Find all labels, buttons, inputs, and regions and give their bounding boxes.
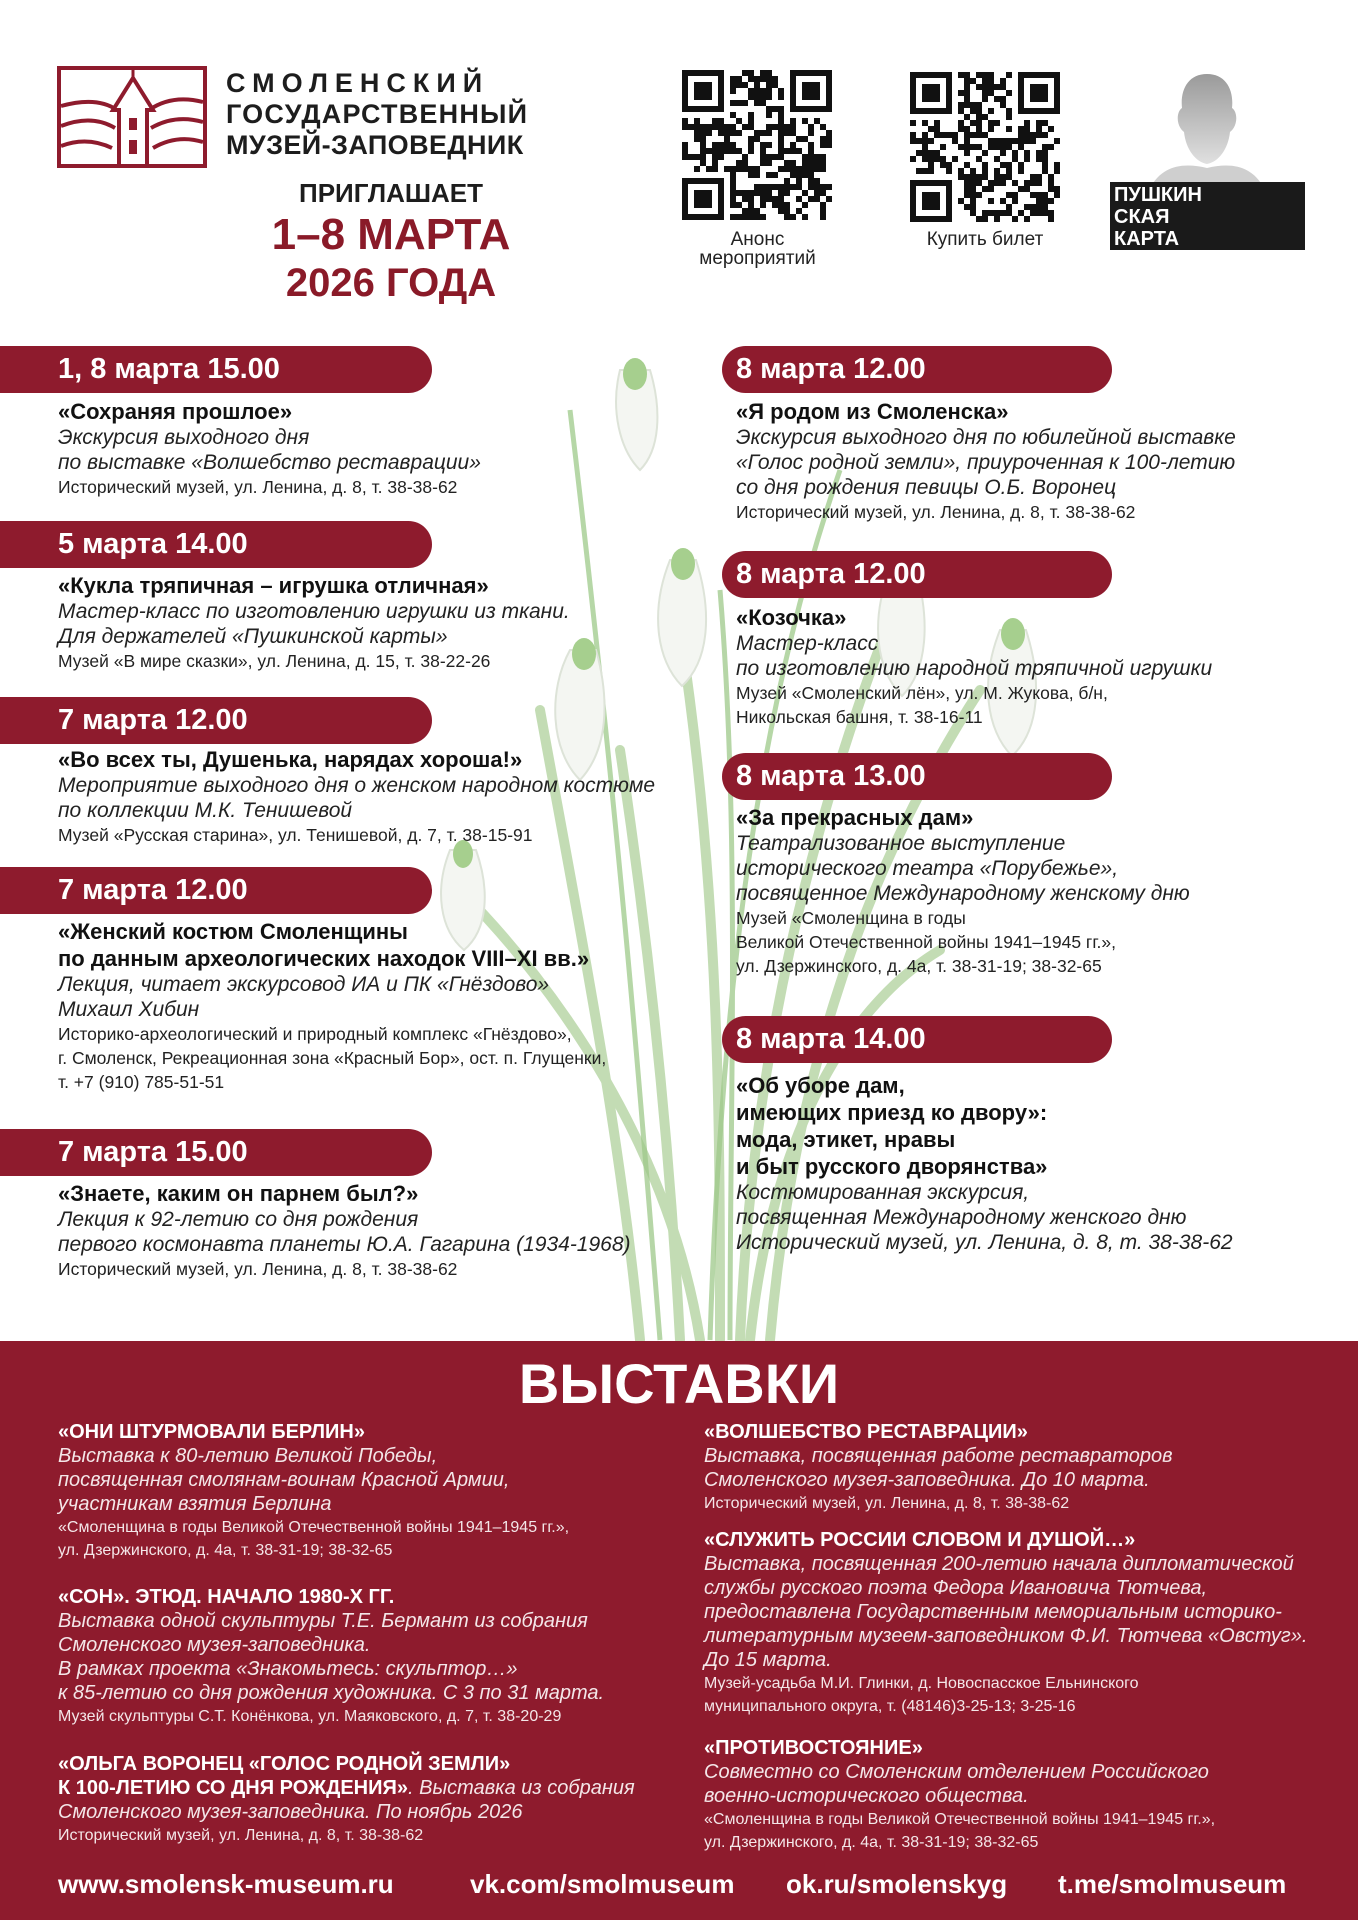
event-desc: Лекция к 92-летию со дня рождения bbox=[58, 1208, 419, 1231]
exhibition-item bbox=[58, 1585, 698, 1728]
event-item bbox=[736, 1072, 1336, 1255]
event-desc: Исторический музей, ул. Ленина, д. 8, т. 38-38-62 bbox=[736, 1231, 1233, 1254]
pushkin-card-logo bbox=[1110, 70, 1305, 250]
qr-code-announcements[interactable] bbox=[682, 70, 832, 220]
exhibition-address: «Смоленщина в годы Великой Отечественной войны 1941–1945 гг.», bbox=[58, 1519, 570, 1536]
event-title: по данным археологических находок VIII–XI вв.» bbox=[58, 946, 590, 971]
qr1-caption-line1: Анонс bbox=[730, 229, 785, 250]
event-address: Исторический музей, ул. Ленина, д. 8, т. 38-38-62 bbox=[58, 477, 458, 497]
exhibition-desc: участникам взятия Берлина bbox=[58, 1493, 332, 1515]
exhibition-address: ул. Дзержинского, д. 4а, т. 38-31-19; 38-32-65 bbox=[704, 1834, 1039, 1851]
exhibition-address: Музей скульптуры С.Т. Конёнкова, ул. Маяковского, д. 7, т. 38-20-29 bbox=[58, 1708, 562, 1725]
event-title: «Кукла тряпичная – игрушка отличная» bbox=[58, 573, 489, 598]
qr-buy-ticket-caption: Купить билет bbox=[926, 229, 1044, 250]
dates-line2: 2026 ГОДА bbox=[285, 261, 497, 305]
event-desc: Мероприятие выходного дня о женском народном костюме bbox=[58, 774, 656, 797]
event-desc: Для держателей «Пушкинской карты» bbox=[58, 625, 448, 648]
museum-name-line1: СМОЛЕНСКИЙ bbox=[226, 68, 490, 98]
exhibitions-heading: ВЫСТАВКИ bbox=[518, 1352, 840, 1415]
event-desc: по коллекции М.К. Тенишевой bbox=[58, 799, 353, 822]
invites-text: ПРИГЛАШАЕТ bbox=[299, 178, 483, 208]
museum-name bbox=[226, 68, 586, 161]
event-item bbox=[58, 572, 698, 673]
vk-link[interactable]: vk.com/smolmuseum bbox=[470, 1869, 735, 1899]
event-title: имеющих приезд ко двору»: bbox=[736, 1100, 1048, 1125]
exhibition-address: Исторический музей, ул. Ленина, д. 8, т. 38-38-62 bbox=[704, 1495, 1070, 1512]
footer-links bbox=[0, 1866, 1358, 1902]
event-address: Исторический музей, ул. Ленина, д. 8, т. 38-38-62 bbox=[58, 1259, 458, 1279]
event-item bbox=[58, 746, 698, 847]
event-address: Музей «Русская старина», ул. Тенишевой, д. 7, т. 38-15-91 bbox=[58, 825, 533, 845]
exhibition-item bbox=[704, 1528, 1344, 1718]
event-desc: Лекция, читает экскурсовод ИА и ПК «Гнёздово» bbox=[58, 973, 550, 996]
event-item bbox=[736, 804, 1336, 978]
event-desc: посвященное Международному женскому дню bbox=[736, 882, 1190, 905]
exhibition-title: «СОН». ЭТЮД. НАЧАЛО 1980-Х ГГ. bbox=[58, 1586, 395, 1608]
event-address: Музей «В мире сказки», ул. Ленина, д. 15, т. 38-22-26 bbox=[58, 651, 491, 671]
event-desc: по изготовлению народной тряпичной игрушки bbox=[736, 657, 1213, 680]
museum-name-line2: ГОСУДАРСТВЕННЫЙ bbox=[226, 99, 529, 129]
event-address: Музей «Смоленский лён», ул. М. Жукова, б/н, bbox=[736, 683, 1108, 703]
qr-code-buy-ticket[interactable] bbox=[910, 72, 1060, 222]
event-title: мода, этикет, нравы bbox=[736, 1127, 956, 1152]
event-title: «За прекрасных дам» bbox=[736, 805, 974, 830]
event-address: ул. Дзержинского, д. 4а, т. 38-31-19; 38-32-65 bbox=[736, 956, 1102, 976]
event-title: «Во всех ты, Душенька, нарядах хороша!» bbox=[58, 747, 523, 772]
exhibition-desc: Совместно со Смоленским отделением Российского bbox=[704, 1761, 1209, 1783]
event-date-banner: 1, 8 марта 15.00 bbox=[0, 346, 432, 393]
exhibition-desc: литературным музеем-заповедником Ф.И. Тютчева «Овстуг». bbox=[704, 1625, 1308, 1647]
event-title: и быт русского дворянства» bbox=[736, 1154, 1048, 1179]
exhibition-item bbox=[58, 1752, 698, 1847]
museum-logo bbox=[57, 66, 207, 168]
exhibition-address: «Смоленщина в годы Великой Отечественной войны 1941–1945 гг.», bbox=[704, 1811, 1216, 1828]
exhibition-desc: предоставлена Государственным мемориальным историко- bbox=[704, 1601, 1282, 1623]
event-dates bbox=[226, 210, 556, 306]
event-date-banner: 8 марта 14.00 bbox=[722, 1016, 1112, 1063]
exhibition-title: К 100-ЛЕТИЮ СО ДНЯ РОЖДЕНИЯ» bbox=[58, 1777, 408, 1799]
event-desc: посвященная Международному женского дню bbox=[736, 1206, 1187, 1229]
event-desc: исторического театра «Порубежье», bbox=[736, 857, 1119, 880]
exhibition-title: «ВОЛШЕБСТВО РЕСТАВРАЦИИ» bbox=[704, 1421, 1028, 1443]
event-desc: Костюмированная экскурсия, bbox=[736, 1181, 1030, 1204]
event-date-banner: 8 марта 13.00 bbox=[722, 753, 1112, 800]
event-desc: первого космонавта планеты Ю.А. Гагарина (1934-1968) bbox=[58, 1233, 631, 1256]
event-address: Никольская башня, т. 38-16-11 bbox=[736, 707, 983, 727]
exhibition-desc: посвященная смолянам-воинам Красной Армии, bbox=[58, 1469, 510, 1491]
event-title: «Знаете, каким он парнем был?» bbox=[58, 1181, 419, 1206]
exhibition-address: Музей-усадьба М.И. Глинки, д. Новоспасское Ельнинского bbox=[704, 1675, 1139, 1692]
event-desc: по выставке «Волшебство реставрации» bbox=[58, 451, 481, 474]
event-date-banner: 7 марта 12.00 bbox=[0, 867, 432, 914]
event-item bbox=[58, 398, 698, 499]
event-date-banner: 7 марта 15.00 bbox=[0, 1129, 432, 1176]
ok-link[interactable]: ok.ru/smolenskyg bbox=[786, 1869, 1008, 1899]
exhibition-desc: Смоленского музея-заповедника. По ноябрь 2026 bbox=[58, 1801, 523, 1823]
event-item bbox=[736, 604, 1336, 729]
event-desc: Экскурсия выходного дня по юбилейной выставке bbox=[736, 426, 1236, 449]
event-address: Музей «Смоленщина в годы bbox=[736, 908, 966, 928]
pushkin-text-line2: СКАЯ bbox=[1114, 206, 1170, 228]
event-date-banner: 5 марта 14.00 bbox=[0, 521, 432, 568]
exhibition-title: «ПРОТИВОСТОЯНИЕ» bbox=[704, 1737, 923, 1759]
exhibition-title: «СЛУЖИТЬ РОССИИ СЛОВОМ И ДУШОЙ…» bbox=[704, 1529, 1136, 1551]
qr1-caption-line2: мероприятий bbox=[699, 248, 816, 269]
event-address: Историко-археологический и природный комплекс «Гнёздово», bbox=[58, 1024, 572, 1044]
event-desc: «Голос родной земли», приуроченная к 100-летию bbox=[736, 451, 1236, 474]
event-title: «Козочка» bbox=[736, 605, 847, 630]
event-desc: со дня рождения певицы О.Б. Воронец bbox=[736, 476, 1117, 499]
exhibition-desc: Смоленского музея-заповедника. До 10 марта. bbox=[704, 1469, 1150, 1491]
website-link[interactable]: www.smolensk-museum.ru bbox=[58, 1869, 394, 1899]
exhibition-desc: . Выставка из собрания bbox=[407, 1777, 635, 1799]
event-address: г. Смоленск, Рекреационная зона «Красный Бор», ост. п. Глущенки, bbox=[58, 1048, 607, 1068]
exhibition-desc: Выставка, посвященная 200-летию начала дипломатической bbox=[704, 1553, 1294, 1575]
event-desc: Михаил Хибин bbox=[58, 998, 200, 1021]
exhibition-address: Исторический музей, ул. Ленина, д. 8, т. 38-38-62 bbox=[58, 1827, 424, 1844]
qr-announcements-caption bbox=[660, 230, 855, 268]
event-address: т. +7 (910) 785-51-51 bbox=[58, 1072, 225, 1092]
event-item bbox=[736, 398, 1336, 524]
exhibition-desc: военно-исторического общества. bbox=[704, 1785, 1029, 1807]
exhibition-item bbox=[704, 1420, 1344, 1515]
pushkin-bust-icon bbox=[1178, 74, 1237, 164]
event-date-banner: 8 марта 12.00 bbox=[722, 551, 1112, 598]
exhibition-desc: Выставка к 80-летию Великой Победы, bbox=[58, 1445, 438, 1467]
dates-line1: 1–8 МАРТА bbox=[271, 210, 511, 259]
event-address: Исторический музей, ул. Ленина, д. 8, т. 38-38-62 bbox=[736, 502, 1136, 522]
exhibition-desc: Выставка одной скульптуры Т.Е. Бермант из собрания bbox=[58, 1610, 588, 1632]
event-date-banner: 8 марта 12.00 bbox=[722, 346, 1112, 393]
exhibition-item bbox=[58, 1420, 698, 1562]
exhibition-desc: к 85-летию со дня рождения художника. С 3 по 31 марта. bbox=[58, 1682, 605, 1704]
exhibition-address: муниципального округа, т. (48146)3-25-13; 3-25-16 bbox=[704, 1698, 1076, 1715]
event-title: «Я родом из Смоленска» bbox=[736, 399, 1009, 424]
exhibition-title: «ОНИ ШТУРМОВАЛИ БЕРЛИН» bbox=[58, 1421, 365, 1443]
telegram-link[interactable]: t.me/smolmuseum bbox=[1058, 1869, 1287, 1899]
event-desc: Мастер-класс bbox=[736, 632, 879, 655]
exhibition-desc: В рамках проекта «Знакомьтесь: скульптор…» bbox=[58, 1658, 518, 1680]
exhibition-title-line bbox=[58, 1776, 698, 1800]
event-desc: Театрализованное выступление bbox=[736, 832, 1066, 855]
event-title: «Об уборе дам, bbox=[736, 1073, 905, 1098]
exhibition-desc: службы русского поэта Федора Ивановича Тютчева, bbox=[704, 1577, 1208, 1599]
exhibition-item bbox=[704, 1736, 1344, 1854]
museum-name-line3: МУЗЕЙ-ЗАПОВЕДНИК bbox=[226, 130, 524, 160]
event-desc: Экскурсия выходного дня bbox=[58, 426, 310, 449]
exhibition-desc: Выставка, посвященная работе реставраторов bbox=[704, 1445, 1173, 1467]
exhibition-desc: Смоленского музея-заповедника. bbox=[58, 1634, 371, 1656]
event-desc: Мастер-класс по изготовлению игрушки из ткани. bbox=[58, 600, 570, 623]
exhibition-desc: До 15 марта. bbox=[704, 1649, 832, 1671]
event-title: «Сохраняя прошлое» bbox=[58, 399, 293, 424]
event-title: «Женский костюм Смоленщины bbox=[58, 919, 408, 944]
pushkin-text-line3: КАРТА bbox=[1114, 228, 1180, 250]
event-address: Великой Отечественной войны 1941–1945 гг.», bbox=[736, 932, 1117, 952]
exhibition-address: ул. Дзержинского, д. 4а, т. 38-31-19; 38-32-65 bbox=[58, 1542, 393, 1559]
exhibition-title: «ОЛЬГА ВОРОНЕЦ «ГОЛОС РОДНОЙ ЗЕМЛИ» bbox=[58, 1753, 511, 1775]
event-item bbox=[58, 1180, 698, 1281]
event-item bbox=[58, 918, 698, 1094]
event-date-banner: 7 марта 12.00 bbox=[0, 697, 432, 744]
pushkin-text-line1: ПУШКИН bbox=[1114, 184, 1202, 206]
